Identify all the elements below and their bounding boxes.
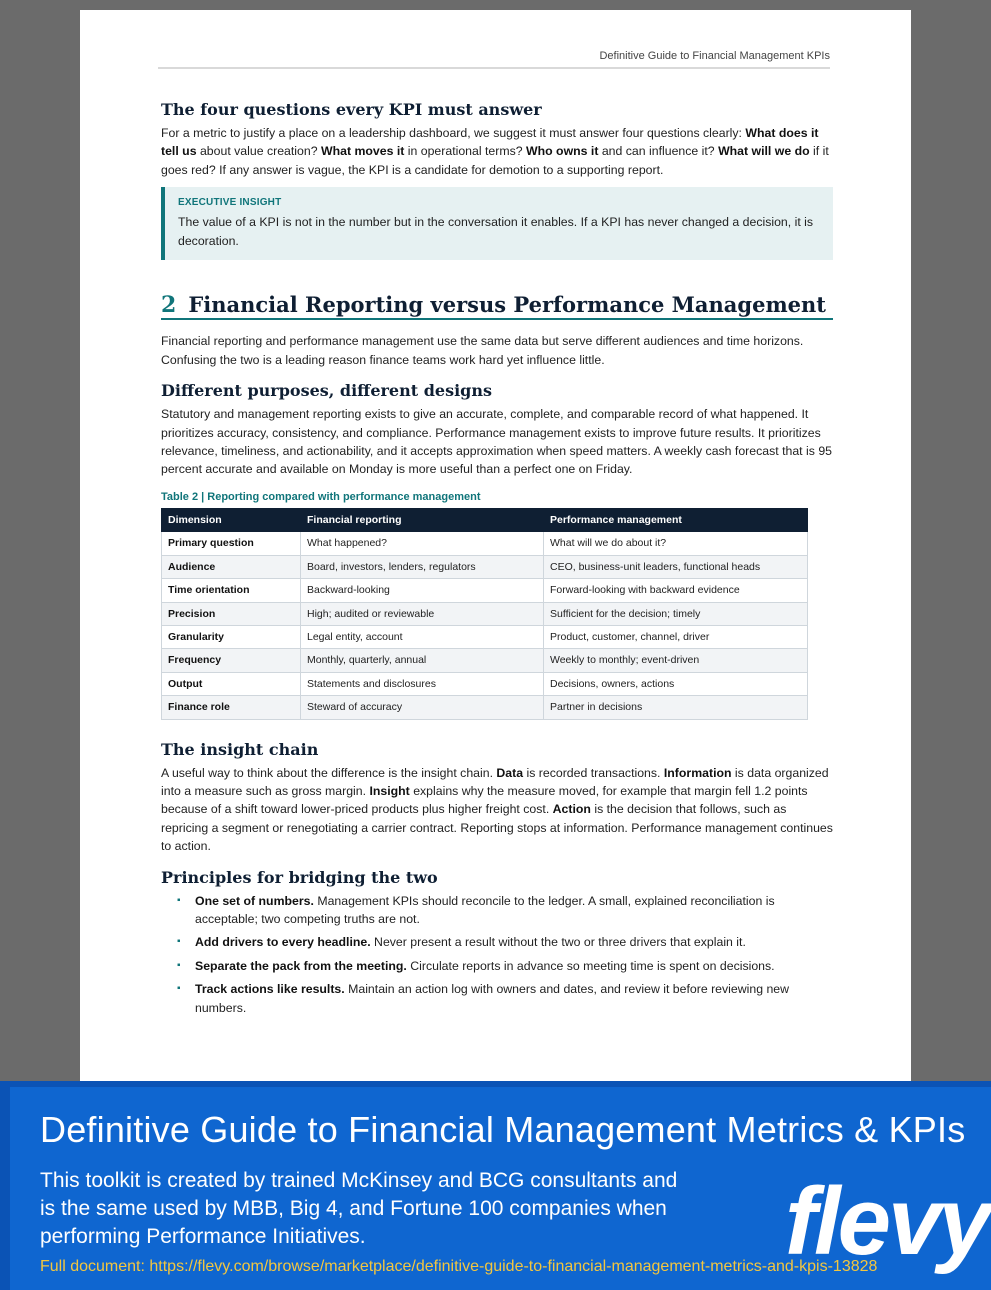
list-item xyxy=(161,892,833,929)
list-item xyxy=(161,980,833,1017)
text-run: Never present a result without the two or three drivers that explain it. xyxy=(370,935,746,950)
section-number: 2 xyxy=(161,292,177,319)
table-row xyxy=(162,602,808,625)
table-cell: Legal entity, account xyxy=(301,625,544,648)
table-cell: What happened? xyxy=(301,532,544,555)
table-cell: Precision xyxy=(162,602,301,625)
four-questions-heading: The four questions every KPI must answer xyxy=(161,100,542,119)
table-cell: Finance role xyxy=(162,696,301,719)
table-cell: Forward-looking with backward evidence xyxy=(544,579,808,602)
bold-run: Track actions like results. xyxy=(195,982,345,997)
table-row xyxy=(162,672,808,695)
text-run: about value creation? xyxy=(196,144,321,159)
table-cell: Steward of accuracy xyxy=(301,696,544,719)
table-cell: CEO, business-unit leaders, functional heads xyxy=(544,555,808,578)
insight-chain-paragraph xyxy=(161,764,833,856)
table-cell: Board, investors, lenders, regulators xyxy=(301,555,544,578)
bullet-icon: ▪ xyxy=(177,983,181,995)
text-run: is the decision that follows, such as repricing a segment or renegotiating a carrier contract. Reporting stops at information. Performance management continues to action. xyxy=(161,802,833,854)
four-questions-paragraph xyxy=(161,124,833,179)
page-content xyxy=(161,100,833,1022)
text-run: For a metric to justify a place on a leadership dashboard, we suggest it must answer four questions clearly: xyxy=(161,126,746,140)
bold-run: Insight xyxy=(369,783,410,798)
table-cell: What will we do about it? xyxy=(544,532,808,555)
banner-title: Definitive Guide to Financial Management Metrics & KPIs xyxy=(40,1109,966,1150)
table-cell: Sufficient for the decision; timely xyxy=(544,602,808,625)
bold-run: Who owns it xyxy=(526,144,599,159)
bold-run: What will we do xyxy=(718,144,810,159)
bold-run: Add drivers to every headline. xyxy=(195,935,371,950)
table-row xyxy=(162,649,808,672)
table-row xyxy=(162,532,808,555)
table-cell: Partner in decisions xyxy=(544,696,808,719)
document-link[interactable]: Full document: https://flevy.com/browse/marketplace/definitive-guide-to-financial-management-metrics-and-kpis-13828 xyxy=(40,1258,878,1275)
table-cell: Output xyxy=(162,672,301,695)
text-run: Management KPIs should reconcile to the ledger. A small, explained reconciliation is acceptable; two competing truths are not. xyxy=(195,893,775,926)
table-cell: Weekly to monthly; event-driven xyxy=(544,649,808,672)
bold-run: One set of numbers. xyxy=(195,893,314,908)
bullet-icon: ▪ xyxy=(177,959,181,971)
bold-run: What moves it xyxy=(320,144,405,159)
table-row xyxy=(162,555,808,578)
purposes-heading: Different purposes, different designs xyxy=(161,381,492,401)
promo-banner xyxy=(0,1081,991,1290)
table-cell: Frequency xyxy=(162,649,301,672)
table-cell: Backward-looking xyxy=(301,579,544,602)
document-page xyxy=(80,10,911,1081)
insight-label: EXECUTIVE INSIGHT xyxy=(178,197,282,209)
running-header: Definitive Guide to Financial Management KPIs xyxy=(158,50,830,69)
table-row xyxy=(162,625,808,648)
principles-heading: Principles for bridging the two xyxy=(161,867,438,887)
section-title: Financial Reporting versus Performance Management xyxy=(188,292,826,318)
table-row xyxy=(162,696,808,719)
bullet-icon: ▪ xyxy=(177,894,181,906)
text-run: Circulate reports in advance so meeting time is spent on decisions. xyxy=(406,958,775,973)
table-cell: Granularity xyxy=(162,625,301,648)
bold-run: What does it tell us xyxy=(161,126,819,159)
principles-list xyxy=(161,892,833,1017)
table-cell: Decisions, owners, actions xyxy=(544,672,808,695)
bold-run: Separate the pack from the meeting. xyxy=(195,958,407,973)
text-run: and can influence it? xyxy=(598,144,719,159)
section-intro: Financial reporting and performance management use the same data but serve different audiences and time horizons. Confusing the two is a leading reason finance teams work hard yet influence little. xyxy=(161,334,804,367)
text-run: A useful way to think about the difference is the insight chain. xyxy=(161,765,497,780)
table-row xyxy=(162,579,808,602)
purposes-paragraph: Statutory and management reporting exists to give an accurate, complete, and comparable record of what happened. It prioritizes accuracy, consistency, and compliance. Performance management exists to improve future results. It prioritizes relevance, timeliness, and actionability, and it accepts approximation when speed matters. A weekly cash forecast that is 95 percent accurate and available on Monday is more useful than a perfect one on Friday. xyxy=(161,407,832,477)
table-cell: Product, customer, channel, driver xyxy=(544,625,808,648)
table-header-cell: Dimension xyxy=(162,508,301,531)
insight-text: The value of a KPI is not in the number but in the conversation it enables. If a KPI has never changed a decision, it is decoration. xyxy=(178,215,814,248)
text-run: is data organized into a measure such as gross margin. xyxy=(161,765,829,798)
bold-run: Data xyxy=(496,765,524,780)
table-cell: High; audited or reviewable xyxy=(301,602,544,625)
table-header-cell: Performance management xyxy=(544,508,808,531)
table-cell: Statements and disclosures xyxy=(301,672,544,695)
list-item xyxy=(161,933,833,951)
table-cell: Audience xyxy=(162,555,301,578)
flevy-logo: flevy xyxy=(785,1168,989,1275)
bold-run: Information xyxy=(663,765,732,780)
table-cell: Monthly, quarterly, annual xyxy=(301,649,544,672)
insight-chain-heading: The insight chain xyxy=(161,739,319,759)
table-caption: Table 2 | Reporting compared with performance management xyxy=(161,490,481,503)
bold-run: Action xyxy=(552,802,591,817)
bullet-icon: ▪ xyxy=(177,936,181,948)
table-header-row xyxy=(162,508,808,531)
section-heading xyxy=(161,292,833,320)
text-run: is recorded transactions. xyxy=(523,765,664,780)
comparison-table xyxy=(161,508,808,720)
banner-description: This toolkit is created by trained McKinsey and BCG consultants and is the same used by MBB, Big 4, and Fortune 100 companies when performing Performance Initiatives. xyxy=(40,1169,678,1248)
text-run: in operational terms? xyxy=(404,144,527,159)
text-run: explains why the measure moved, for example that margin fell 1.2 points because of a shift toward lower-priced products plus higher freight cost. xyxy=(161,783,808,817)
executive-insight-callout xyxy=(161,187,833,260)
list-item xyxy=(161,957,833,975)
table-cell: Time orientation xyxy=(162,579,301,602)
table-header-cell: Financial reporting xyxy=(301,508,544,531)
banner-panel xyxy=(10,1087,991,1290)
text-run: Maintain an action log with owners and dates, and review it before reviewing new numbers. xyxy=(195,982,790,1015)
text-run: if it goes red? If any answer is vague, the KPI is a candidate for demotion to a supporting report. xyxy=(161,144,829,177)
table-cell: Primary question xyxy=(162,532,301,555)
